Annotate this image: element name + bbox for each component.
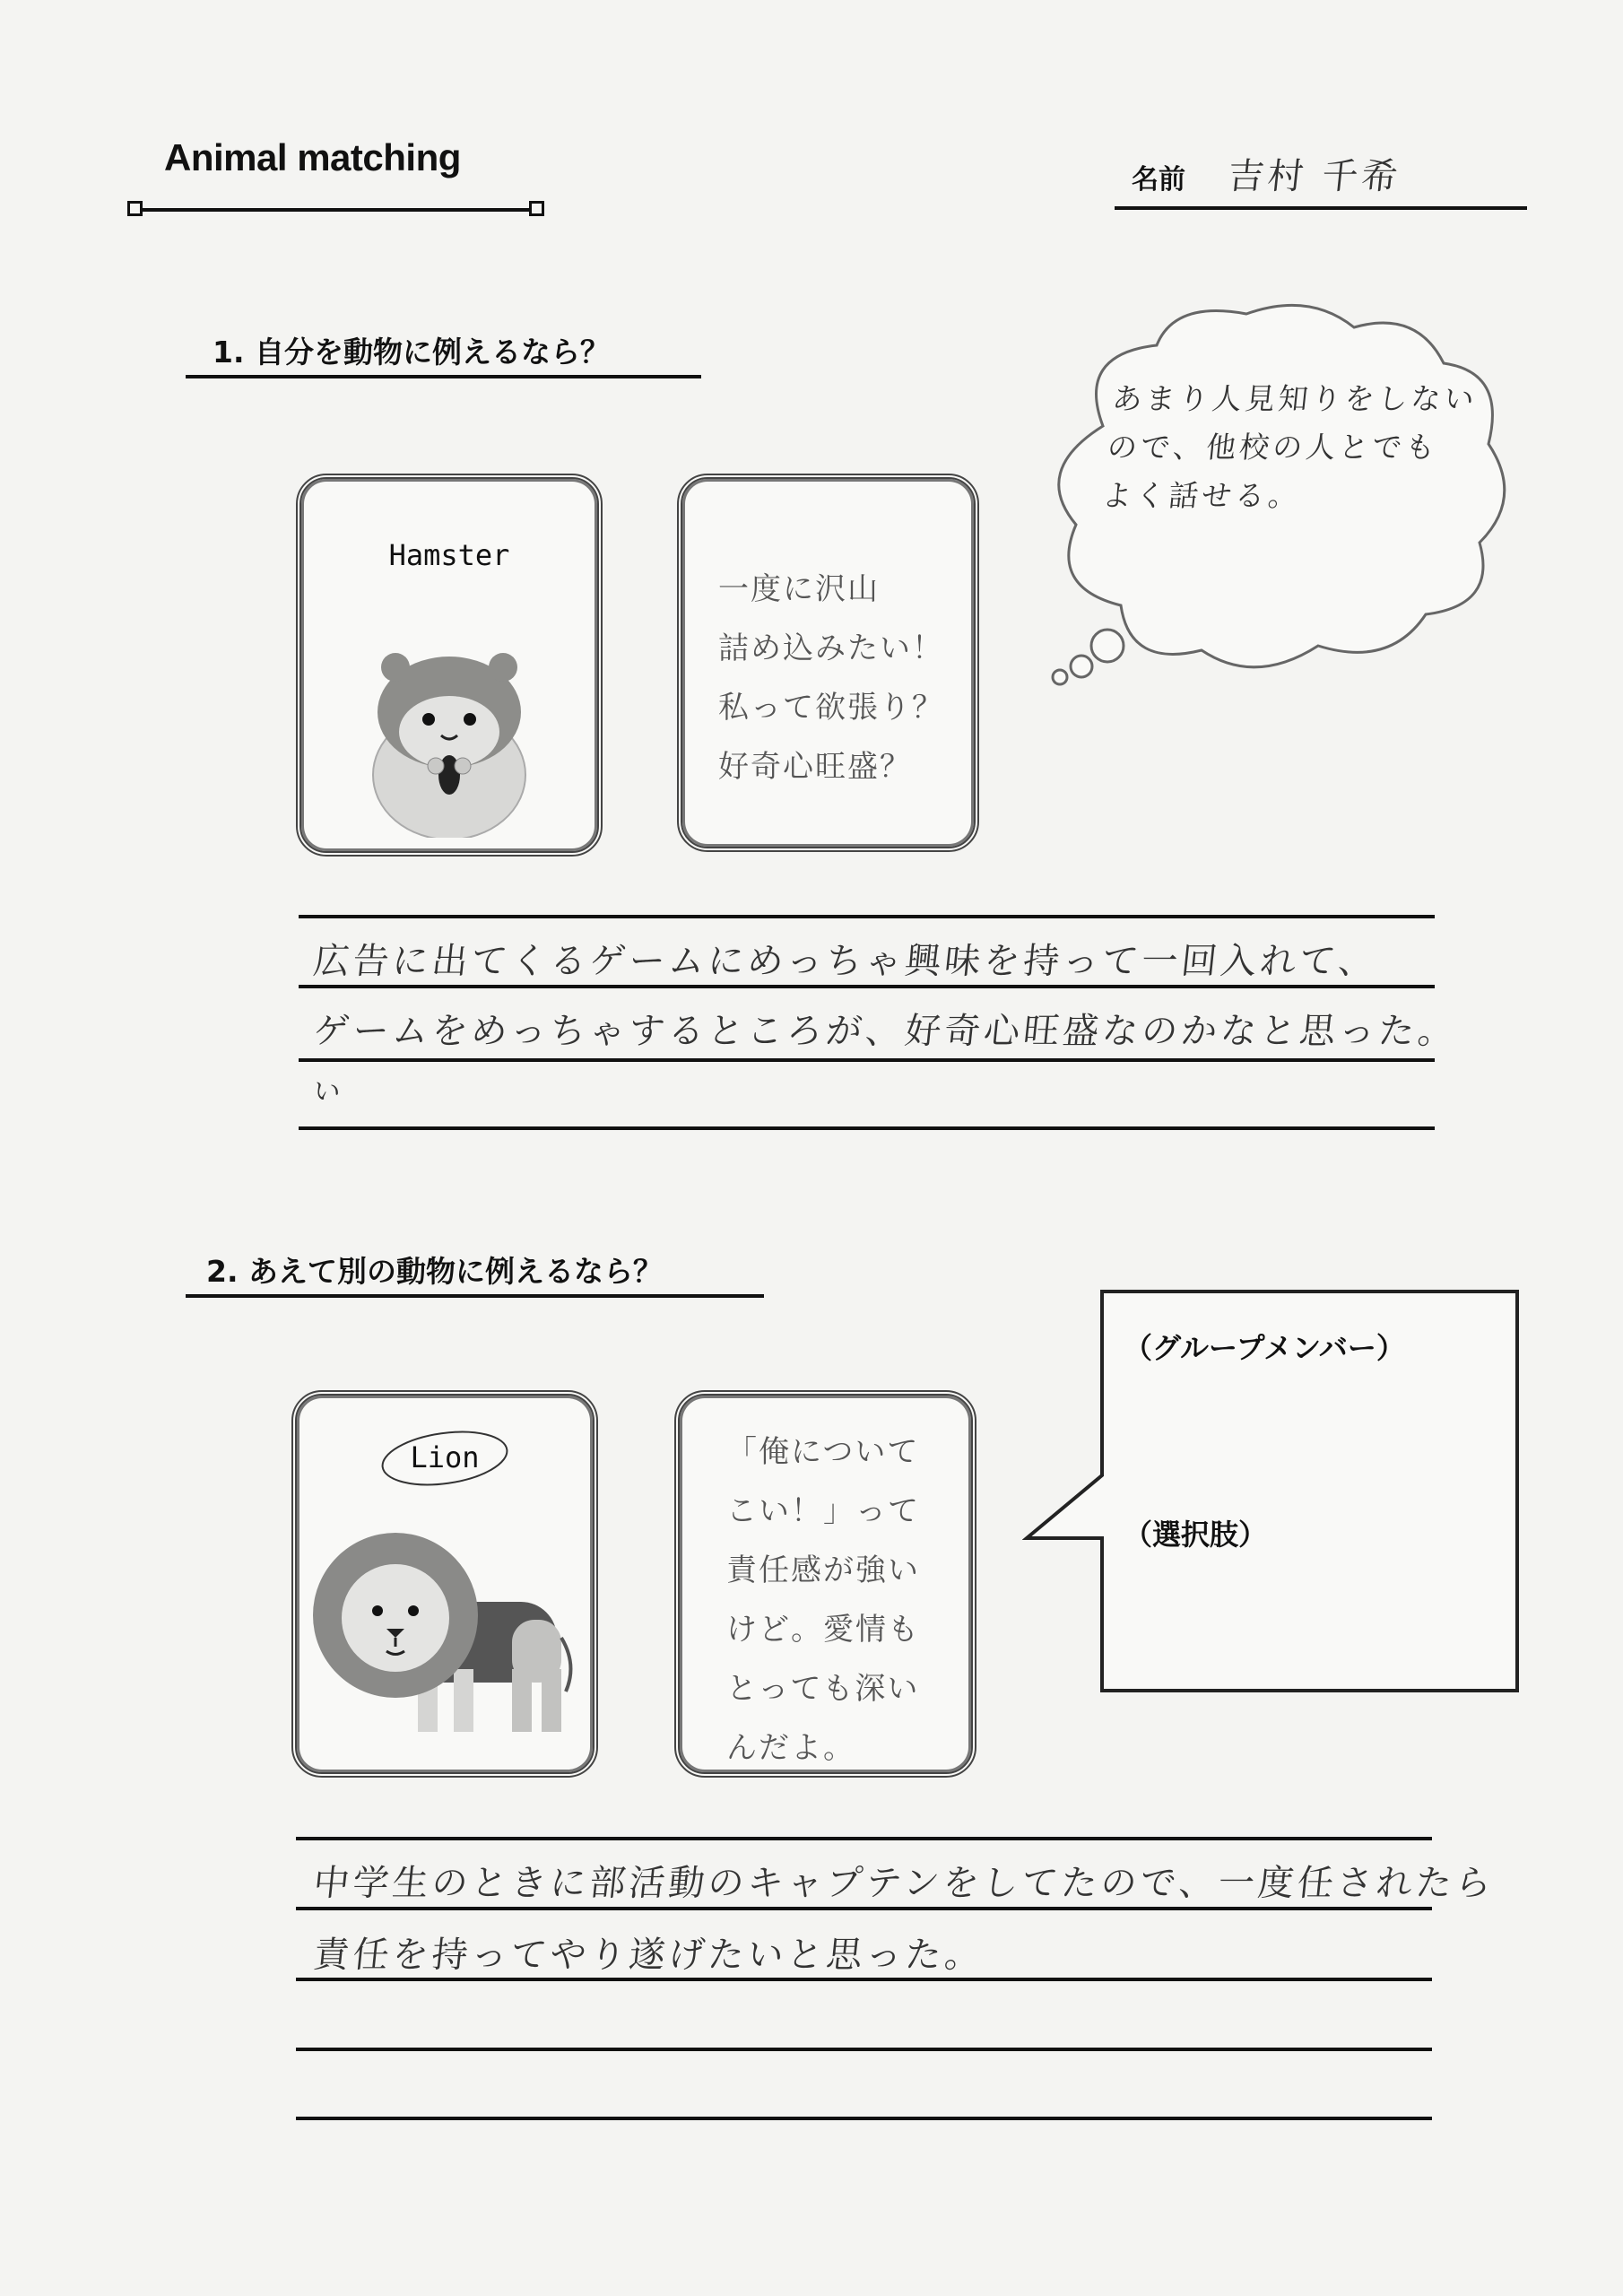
group-member-label: （グループメンバー）: [1124, 1331, 1405, 1365]
q1-card-text: 一度に沢山 詰め込みたい！ 私って欲張り？ 好奇心旺盛？: [718, 571, 944, 785]
q2-answer-rule-2: [296, 1978, 1432, 1981]
q1-answer-line-2: ゲームをめっちゃするところが、好奇心旺盛なのかなと思った。: [311, 1011, 1460, 1052]
q2-title: 2. あえて別の動物に例えるなら？: [206, 1254, 663, 1289]
q1-animal-name: Hamster: [388, 538, 510, 572]
q2-title-underline: [186, 1294, 764, 1298]
q1-answer-line-1: 広告に出てくるゲームにめっちゃ興味を持って一回入れて、: [311, 941, 1380, 982]
lion-illustration: [310, 1512, 579, 1745]
name-value: 吉村 千希: [1226, 156, 1403, 197]
q2-description-card: [674, 1390, 976, 1778]
q1-answer-rule-2: [299, 1058, 1435, 1062]
q2-answer-rule-3: [296, 2048, 1432, 2051]
q1-answer-line-3: い: [311, 1076, 346, 1108]
thought-bubble-text: あまり人見知りをしない ので、他校の人とでも よく話せる。: [1100, 381, 1480, 513]
q1-title: 1. 自分を動物に例えるなら？: [213, 335, 610, 370]
q1-answer-rule-top: [299, 915, 1435, 918]
q2-animal-card: [291, 1390, 598, 1778]
title-underline: [135, 208, 538, 212]
q1-description-card: [677, 474, 979, 852]
name-label: 名前: [1132, 164, 1185, 196]
q1-animal-card: [296, 474, 603, 857]
q2-answer-line-1: 中学生のときに部活動のキャプテンをしてたので、一度任されたら: [311, 1863, 1497, 1904]
q2-answer-rule-4: [296, 2117, 1432, 2120]
worksheet-title: Animal matching: [164, 136, 461, 178]
q1-title-underline: [186, 375, 701, 378]
q2-answer-rule-top: [296, 1837, 1432, 1840]
choice-label: （選択肢）: [1124, 1518, 1268, 1552]
q2-answer-line-2: 責任を持ってやり遂げたいと思った。: [311, 1935, 987, 1976]
title-underline-cap-right: [529, 201, 544, 216]
q1-answer-rule-1: [299, 985, 1435, 988]
name-underline: [1115, 206, 1527, 210]
q2-animal-name: Lion: [410, 1440, 480, 1474]
hamster-illustration: [364, 640, 534, 838]
title-underline-cap-left: [127, 201, 143, 216]
q2-answer-rule-1: [296, 1907, 1432, 1910]
q1-answer-rule-3: [299, 1126, 1435, 1130]
q2-card-text: 「俺について こい！」って 責任感が強い けど。愛情も とっても深い んだよ。: [726, 1434, 920, 1766]
